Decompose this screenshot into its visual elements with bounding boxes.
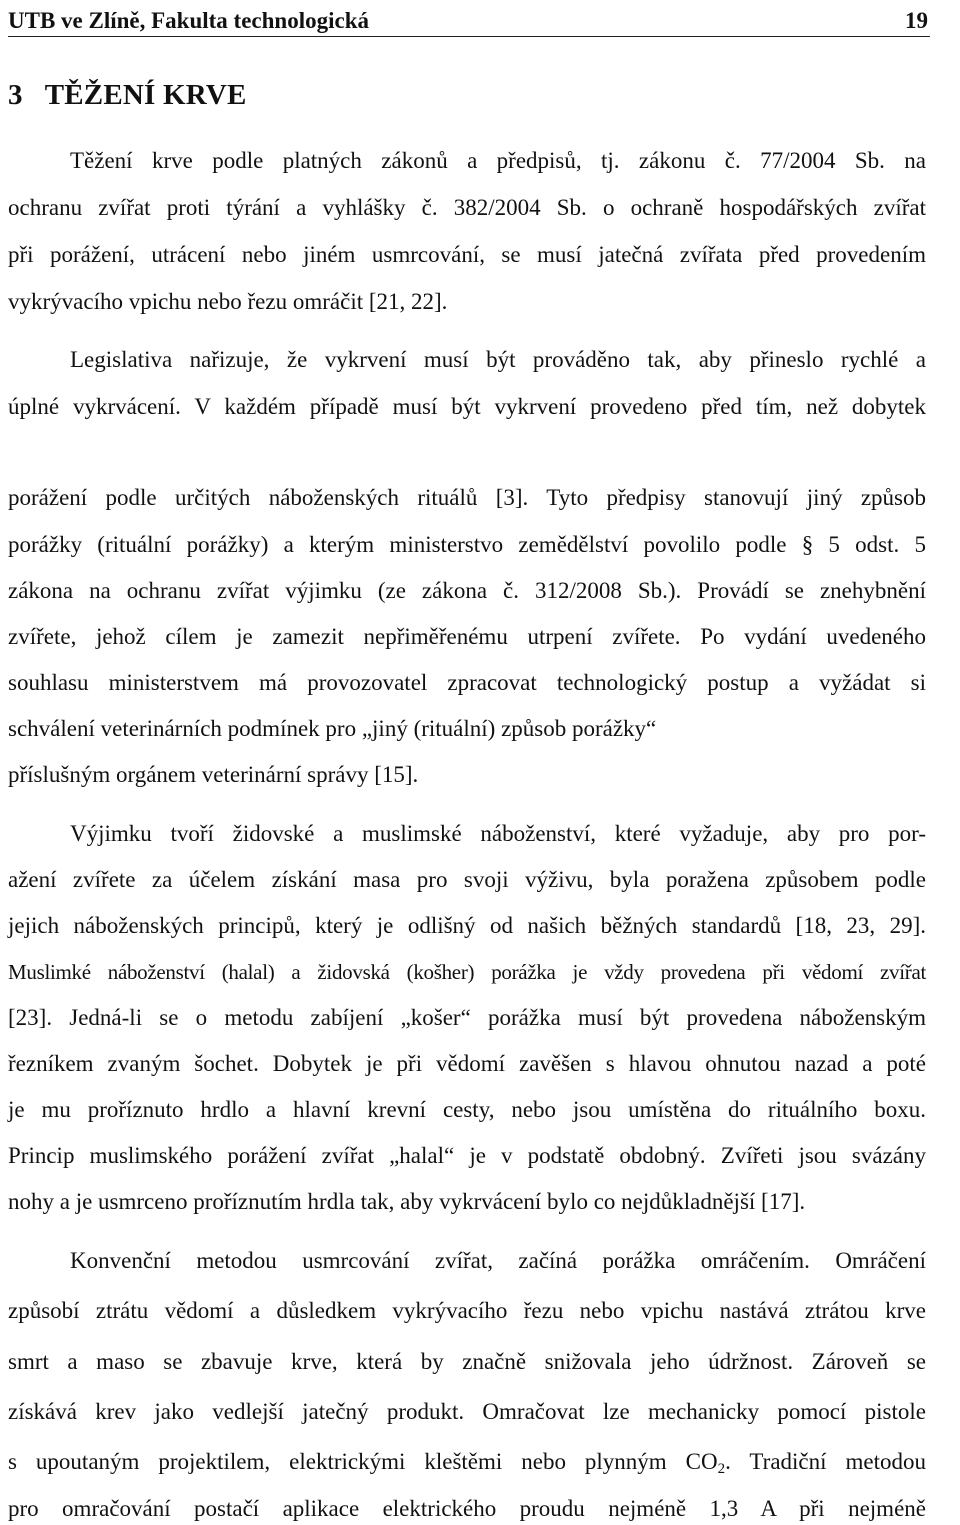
text-line: porážky (rituální porážky) a kterým ministerstvo zemědělství povolilo podle § 5 odst. 5 <box>8 532 926 557</box>
text-segment: . Tradiční metodou <box>725 1449 926 1474</box>
text-line: Těžení krve podle platných zákonů a předpisů, tj. zákonu č. 77/2004 Sb. na <box>70 148 926 173</box>
text-line: Konvenční metodou usmrcování zvířat, začíná porážka omráčením. Omráčení <box>70 1248 926 1273</box>
chapter-number: 3 <box>8 79 23 111</box>
text-line: zákona na ochranu zvířat výjimku (ze zákona č. 312/2008 Sb.). Provádí se znehybnění <box>8 578 926 603</box>
text-line: způsobí ztrátu vědomí a důsledkem vykrývacího řezu nebo vpichu nastává ztrátou krve <box>8 1298 926 1323</box>
page-header <box>8 0 930 37</box>
text-line: ochranu zvířat proti týrání a vyhlášky č. 382/2004 Sb. o ochraně hospodářských zvířat <box>8 195 926 220</box>
subscript-2: 2 <box>717 1461 726 1477</box>
text-line: Muslimké náboženství (halal) a židovská (košher) porážka je vždy provedena při vědomí zvířat <box>8 960 926 984</box>
header-title: UTB ve Zlíně, Fakulta technologická <box>8 8 369 33</box>
text-line: při porážení, utrácení nebo jiném usmrcování, se musí jatečná zvířata před provedením <box>8 242 926 267</box>
chapter-heading <box>8 79 247 112</box>
text-line: jejich náboženských principů, který je odlišný od našich běžných standardů [18, 23, 29]. <box>8 913 926 938</box>
text-line: je mu proříznuto hrdlo a hlavní krevní cesty, nebo jsou umístěna do rituálního boxu. <box>8 1097 926 1122</box>
chapter-title: TĚŽENÍ KRVE <box>44 79 247 111</box>
text-line: příslušným orgánem veterinární správy [15]. <box>8 762 419 787</box>
text-line: Výjimku tvoří židovské a muslimské náboženství, které vyžaduje, aby pro por- <box>70 821 926 846</box>
text-line: [23]. Jedná-li se o metodu zabíjení „košer“ porážka musí být provedena náboženským <box>8 1005 926 1030</box>
text-line: řezníkem zvaným šochet. Dobytek je při vědomí zavěšen s hlavou ohnutou nazad a poté <box>8 1051 926 1076</box>
text-line: nohy a je usmrceno proříznutím hrdla tak, aby vykrvácení bylo co nejdůkladnější [17]. <box>8 1189 806 1214</box>
text-line: smrt a maso se zbavuje krve, která by značně snižovala jeho údržnost. Zároveň se <box>8 1349 926 1374</box>
text-line: zvířete, jehož cílem je zamezit nepřiměřenému utrpení zvířete. Po vydání uvedeného <box>8 624 926 649</box>
page-number: 19 <box>905 8 928 33</box>
text-line: porážení podle určitých náboženských rituálů [3]. Tyto předpisy stanovují jiný způsob <box>8 485 926 510</box>
text-line: Princip muslimského porážení zvířat „halal“ je v podstatě obdobný. Zvířeti jsou svázány <box>8 1143 926 1168</box>
text-line: schválení veterinárních podmínek pro „jiný (rituální) způsob porážky“ <box>8 716 657 741</box>
text-line: souhlasu ministerstvem má provozovatel zpracovat technologický postup a vyžádat si <box>8 670 926 695</box>
text-line: Legislativa nařizuje, že vykrvení musí být prováděno tak, aby přineslo rychlé a <box>70 347 926 372</box>
text-segment: s upoutaným projektilem, elektrickými kleštěmi nebo plynným CO <box>8 1449 718 1474</box>
text-line: ažení zvířete za účelem získání masa pro svoji výživu, byla poražena způsobem podle <box>8 867 926 892</box>
text-line-co2 <box>8 1447 926 1477</box>
text-line: vykrývacího vpichu nebo řezu omráčit [21, 22]. <box>8 289 448 314</box>
text-line: pro omračování postačí aplikace elektrického proudu nejméně 1,3 A při nejméně <box>8 1496 926 1521</box>
text-line: získává krev jako vedlejší jatečný produkt. Omračovat lze mechanicky pomocí pistole <box>8 1399 926 1424</box>
text-line: úplné vykrvácení. V každém případě musí být vykrvení provedeno před tím, než dobytek <box>8 394 926 419</box>
